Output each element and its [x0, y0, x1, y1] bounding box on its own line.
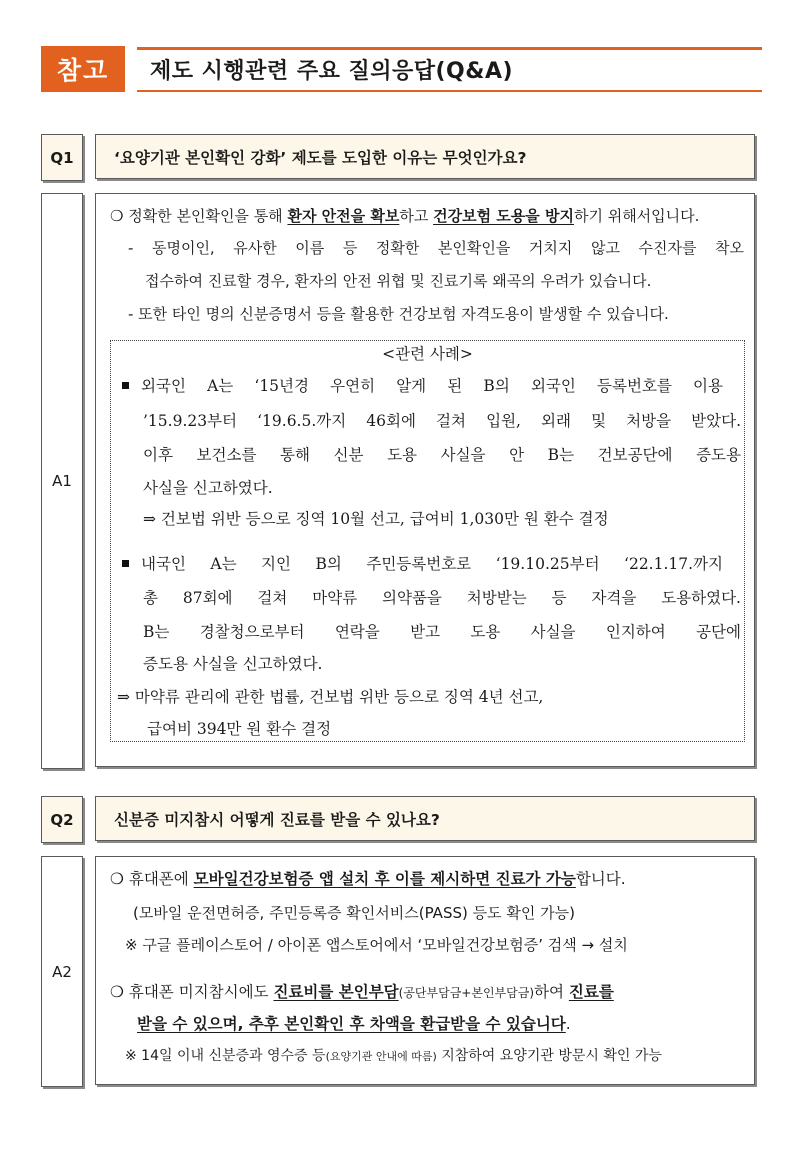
case-1-line-2: ’15.9.23부터 ‘19.6.5.까지 46회에 걸쳐 입원, 외래 및 처방을 받았다. [143, 412, 741, 430]
q1-label: Q1 [41, 134, 83, 181]
a1-highlight-fraud: 건강보험 도용을 방지 [433, 207, 574, 225]
case-2-result-line-2: 급여비 394만 원 환수 결정 [147, 720, 332, 738]
q2-label: Q2 [41, 796, 83, 843]
a2-paragraph-1: ❍ 휴대폰에 모바일건강보험증 앱 설치 후 이를 제시하면 진료가 가능합니다. [110, 870, 626, 888]
circle-bullet-icon: ❍ [110, 983, 124, 1001]
header-bottom-rule [137, 90, 762, 92]
case-1-line-3: 이후 보건소를 통해 신분 도용 사실을 안 B는 건보공단에 증도용 [143, 446, 741, 464]
a1-dash-2: - 또한 타인 명의 신분증명서 등을 활용한 건강보험 자격도용이 발생할 수 있습니다. [128, 305, 669, 323]
a1-paragraph-1: ❍ 정확한 본인확인을 통해 환자 안전을 확보하고 건강보험 도용을 방지하기 위해서입니다. [110, 207, 700, 225]
case-2-result-line-1: ⇒ 마약류 관리에 관한 법률, 건보법 위반 등으로 징역 4년 선고, [117, 688, 544, 706]
case-2-line-2: 총 87회에 걸쳐 마약류 의약품을 처방받는 등 자격을 도용하였다. [143, 589, 741, 607]
a1-dash-1-line-1: - 동명이인, 유사한 이름 등 정확한 본인확인을 거치지 않고 수진자를 착오 [128, 239, 744, 257]
circle-bullet-icon: ❍ [110, 207, 124, 225]
case-2-line-3: B는 경찰청으로부터 연락을 받고 도용 사실을 인지하여 공단에 [143, 623, 741, 641]
case-1-line-1: 외국인 A는 ‘15년경 우연히 알게 된 B의 외국인 등록번호를 이용 [122, 376, 723, 396]
header-top-rule [137, 47, 762, 50]
case-1-line-4: 사실을 신고하였다. [143, 479, 273, 497]
a2-paragraph-2-line-1: ❍ 휴대폰 미지참시에도 진료비를 본인부담(공단부담금+본인부담금)하여 진료를 [110, 983, 614, 1001]
related-cases-box [110, 340, 745, 742]
related-cases-title: <관련 사례> [382, 345, 473, 363]
case-1-result: ⇒ 건보법 위반 등으로 징역 10월 선고, 급여비 1,030만 원 환수 결정 [143, 510, 609, 528]
square-bullet-icon [122, 560, 129, 567]
a2-paragraph-2-note: ※ 14일 이내 신분증과 영수증 등(요양기관 안내에 따름) 지참하여 요양기관 방문시 확인 가능 [125, 1048, 662, 1064]
a2-highlight-mobile-card: 모바일건강보험증 앱 설치 후 이를 제시하면 진료가 가능 [193, 870, 576, 888]
reference-badge: 참고 [41, 46, 125, 92]
a1-dash-1-line-2: 접수하여 진료할 경우, 환자의 안전 위협 및 진료기록 왜곡의 우려가 있습니다. [145, 272, 652, 290]
a1-highlight-safety: 환자 안전을 확보 [287, 207, 400, 225]
q1-question: ‘요양기관 본인확인 강화’ 제도를 도입한 이유는 무엇인가요? [95, 134, 755, 179]
a2-highlight-refund: 받을 수 있으며, 추후 본인확인 후 차액을 환급받을 수 있습니다 [137, 1015, 566, 1033]
q2-question: 신분증 미지참시 어떻게 진료를 받을 수 있나요? [95, 796, 755, 841]
a2-label: A2 [41, 856, 83, 1087]
a2-paragraph-1-note: ※ 구글 플레이스토어 / 아이폰 앱스토어에서 ‘모바일건강보험증’ 검색 → 설치 [125, 936, 628, 954]
a2-highlight-self-pay: 진료비를 본인부담 [273, 983, 399, 1001]
a2-paragraph-1-sub: (모바일 운전면허증, 주민등록증 확인서비스(PASS) 등도 확인 가능) [133, 904, 575, 922]
page-title: 제도 시행관련 주요 질의응답(Q&A) [150, 59, 514, 84]
a2-paragraph-2-line-2: 받을 수 있으며, 추후 본인확인 후 차액을 환급받을 수 있습니다. [137, 1015, 571, 1033]
case-2-line-4: 증도용 사실을 신고하였다. [143, 655, 323, 673]
square-bullet-icon [122, 382, 129, 389]
circle-bullet-icon: ❍ [110, 870, 124, 888]
a1-label: A1 [41, 193, 83, 769]
case-2-line-1: 내국인 A는 지인 B의 주민등록번호로 ‘19.10.25부터 ‘22.1.17.까지 [122, 554, 723, 574]
